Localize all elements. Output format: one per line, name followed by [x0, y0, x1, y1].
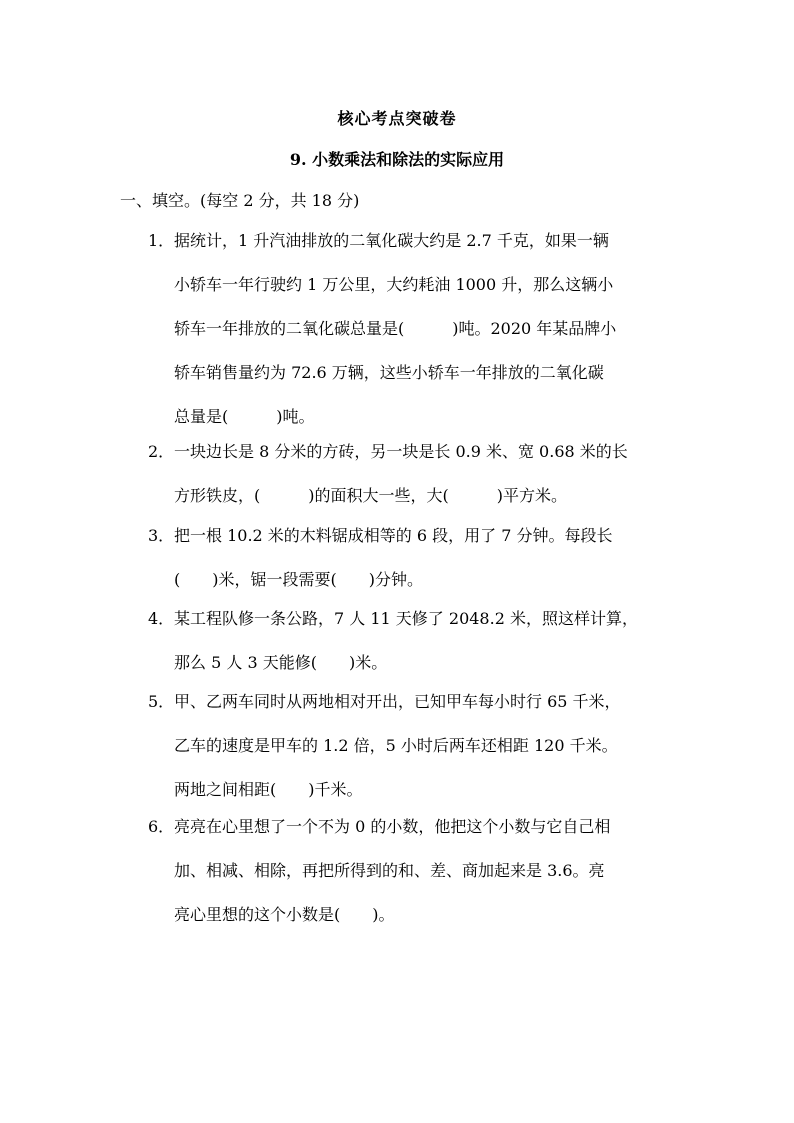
- question-number: 4．: [148, 609, 175, 628]
- question-6: [148, 815, 688, 947]
- question-text: 甲、乙两车同时从两地相对开出，已知甲车每小时行 65 千米，: [174, 692, 621, 711]
- question-4: [148, 607, 688, 695]
- question-text: 轿车一年排放的二氧化碳总量是( )吨。2020 年某品牌小: [174, 319, 617, 338]
- question-text: 把一根 10.2 米的木料锯成相等的 6 段，用了 7 分钟。每段长: [174, 526, 613, 545]
- question-2: [148, 440, 688, 528]
- question-5: [148, 690, 688, 822]
- question-text: 两地之间相距( )千米。: [174, 780, 363, 799]
- question-number: 1．: [148, 231, 175, 250]
- question-text: 乙车的速度是甲车的 1.2 倍，5 小时后两车还相距 120 千米。: [174, 736, 618, 755]
- question-text: 一块边长是 8 分米的方砖，另一块是长 0.9 米、宽 0.68 米的长: [174, 442, 628, 461]
- page-title: 核心考点突破卷: [337, 109, 457, 128]
- question-text: 亮心里想的这个小数是( )。: [174, 905, 395, 924]
- question-number: 2．: [148, 442, 175, 461]
- page-subtitle: 9. 小数乘法和除法的实际应用: [289, 150, 505, 169]
- section-title: 一、填空。(每空 2 分，共 18 分): [120, 191, 360, 210]
- question-number: 6．: [148, 817, 175, 836]
- question-text: 据统计，1 升汽油排放的二氧化碳大约是 2.7 千克，如果一辆: [174, 231, 609, 250]
- question-text: 某工程队修一条公路，7 人 11 天修了 2048.2 米，照这样计算，: [174, 609, 638, 628]
- question-text: 方形铁皮，( )的面积大一些，大( )平方米。: [174, 486, 567, 505]
- question-text: 轿车销售量约为 72.6 万辆，这些小轿车一年排放的二氧化碳: [174, 363, 604, 382]
- question-text: 小轿车一年行驶约 1 万公里，大约耗油 1000 升，那么这辆小: [174, 275, 614, 294]
- question-text: 那么 5 人 3 天能修( )米。: [174, 653, 388, 672]
- question-text: 总量是( )吨。: [174, 407, 315, 426]
- question-text: ( )米，锯一段需要( )分钟。: [174, 570, 423, 589]
- question-1: [148, 229, 688, 449]
- question-text: 加、相减、相除，再把所得到的和、差、商加起来是 3.6。亮: [174, 861, 605, 880]
- question-number: 3．: [148, 526, 175, 545]
- question-text: 亮亮在心里想了一个不为 0 的小数，他把这个小数与它自己相: [174, 817, 611, 836]
- question-3: [148, 524, 688, 612]
- question-number: 5．: [148, 692, 175, 711]
